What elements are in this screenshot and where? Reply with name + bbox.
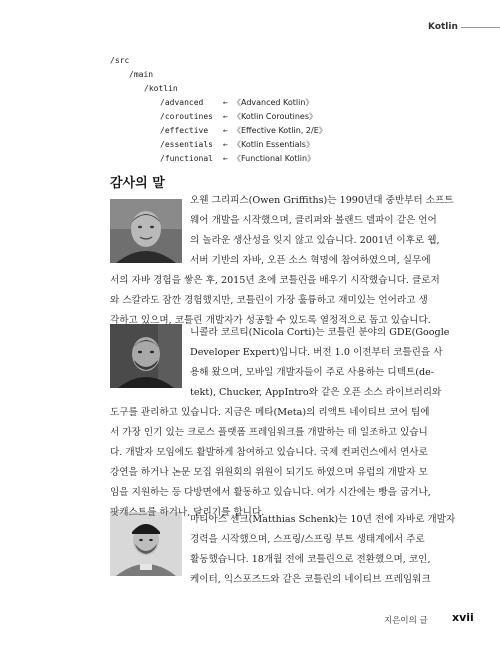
left-arrow-icon: ← bbox=[223, 154, 228, 163]
text-line: 다. 개발자 모임에도 활발하게 참여하고 있습니다. 국제 컨퍼런스에서 연사로 bbox=[110, 447, 428, 458]
text-line: 와 스칼라도 잠깐 경험했지만, 코틀린이 가장 훌륭하고 재미있는 언어라고 생 bbox=[110, 295, 428, 306]
text-line: 케이터, 익스포즈드와 같은 코틀린의 네이티브 프레임워크 bbox=[190, 574, 431, 585]
text-line: 도구를 관리하고 있습니다. 지금은 메타(Meta)의 리액트 네이티브 코어 팀에 bbox=[110, 407, 430, 418]
section-title: 감사의 말 bbox=[110, 176, 165, 191]
path: /effective bbox=[160, 126, 209, 135]
left-arrow-icon: ← bbox=[223, 140, 228, 149]
text-line: 마티아스 셴크(Matthias Schenk)는 10년 전에 자바로 개발자 bbox=[190, 514, 456, 525]
path: /functional bbox=[160, 154, 213, 163]
text-line: 팟캐스트를 하거나, 달리기를 합니다. bbox=[110, 507, 265, 518]
nicola-corti-photo bbox=[110, 324, 182, 388]
path: /kotlin bbox=[144, 84, 178, 93]
text-line: 오웬 그리피스(Owen Griffiths)는 1990년대 중반부터 소프트 bbox=[190, 195, 454, 206]
text-line: 경력을 시작했으며, 스프링/스프링 부트 생태계에서 주로 bbox=[190, 534, 425, 545]
text-line: 웨어 개발을 시작했으며, 클리퍼와 볼랜드 델파이 같은 언어 bbox=[190, 215, 437, 226]
text-line: 활동했습니다. 18개월 전에 코틀린으로 전환했으며, 코인, bbox=[190, 554, 431, 565]
path: /coroutines bbox=[160, 112, 213, 121]
header-rule bbox=[461, 27, 500, 28]
text-line: Developer Expert)입니다. 버전 1.0 이전부터 코틀린을 사 bbox=[190, 347, 443, 358]
text-line: 니콜라 코르티(Nicola Corti)는 코틀린 분야의 GDE(Google bbox=[190, 327, 450, 338]
left-arrow-icon: ← bbox=[223, 98, 228, 107]
path: /essentials bbox=[160, 140, 213, 149]
text-line: tekt), Chucker, AppIntro와 같은 오픈 소스 라이브러리와 bbox=[190, 387, 442, 398]
path: /src bbox=[110, 56, 130, 65]
text-line: 임을 지원하는 등 다방면에서 활동하고 있습니다. 여가 시간에는 빵을 굽거나, bbox=[110, 487, 431, 498]
book-title: 《Kotlin Coroutines》 bbox=[233, 112, 318, 121]
path: /advanced bbox=[160, 98, 204, 107]
left-arrow-icon: ← bbox=[223, 112, 228, 121]
text-line: 각하고 있으며, 코틀린 개발자가 성공할 수 있도록 열정적으로 돕고 있습니다. bbox=[110, 315, 431, 326]
owen-griffiths-photo bbox=[110, 199, 182, 263]
footer-section-name: 지은이의 글 bbox=[384, 616, 428, 626]
text-line: 서의 자바 경험을 쌓은 후, 2015년 초에 코틀린을 배우기 시작했습니다. 클로저 bbox=[110, 275, 440, 286]
book-title: 《Effective Kotlin, 2/E》 bbox=[233, 126, 327, 135]
chapter-tab: Kotlin bbox=[428, 22, 458, 32]
text-line: 의 놀라운 생산성을 잊지 않고 있습니다. 2001년 이후로 웹, bbox=[190, 235, 440, 246]
text-line: 서버 기반의 자바, 오픈 소스 혁명에 참여하였으며, 실무에 bbox=[190, 255, 431, 266]
book-title: 《Advanced Kotlin》 bbox=[233, 98, 314, 107]
book-title: 《Kotlin Essentials》 bbox=[233, 140, 314, 149]
text-line: 강연을 하거나 논문 모집 위원회의 위원이 되기도 하였으며 유럽의 개발자 모 bbox=[110, 467, 428, 478]
page-number: xvii bbox=[452, 611, 474, 624]
matthias-schenk-photo bbox=[110, 512, 182, 576]
text-line: 서 가장 인기 있는 크로스 플랫폼 프레임워크를 개발하는 데 일조하고 있습니 bbox=[110, 427, 428, 438]
text-line: 용해 왔으며, 모바일 개발자들이 주로 사용하는 디텍트(de- bbox=[190, 367, 435, 378]
path: /main bbox=[129, 70, 154, 79]
book-title: 《Functional Kotlin》 bbox=[233, 154, 316, 163]
left-arrow-icon: ← bbox=[223, 126, 228, 135]
